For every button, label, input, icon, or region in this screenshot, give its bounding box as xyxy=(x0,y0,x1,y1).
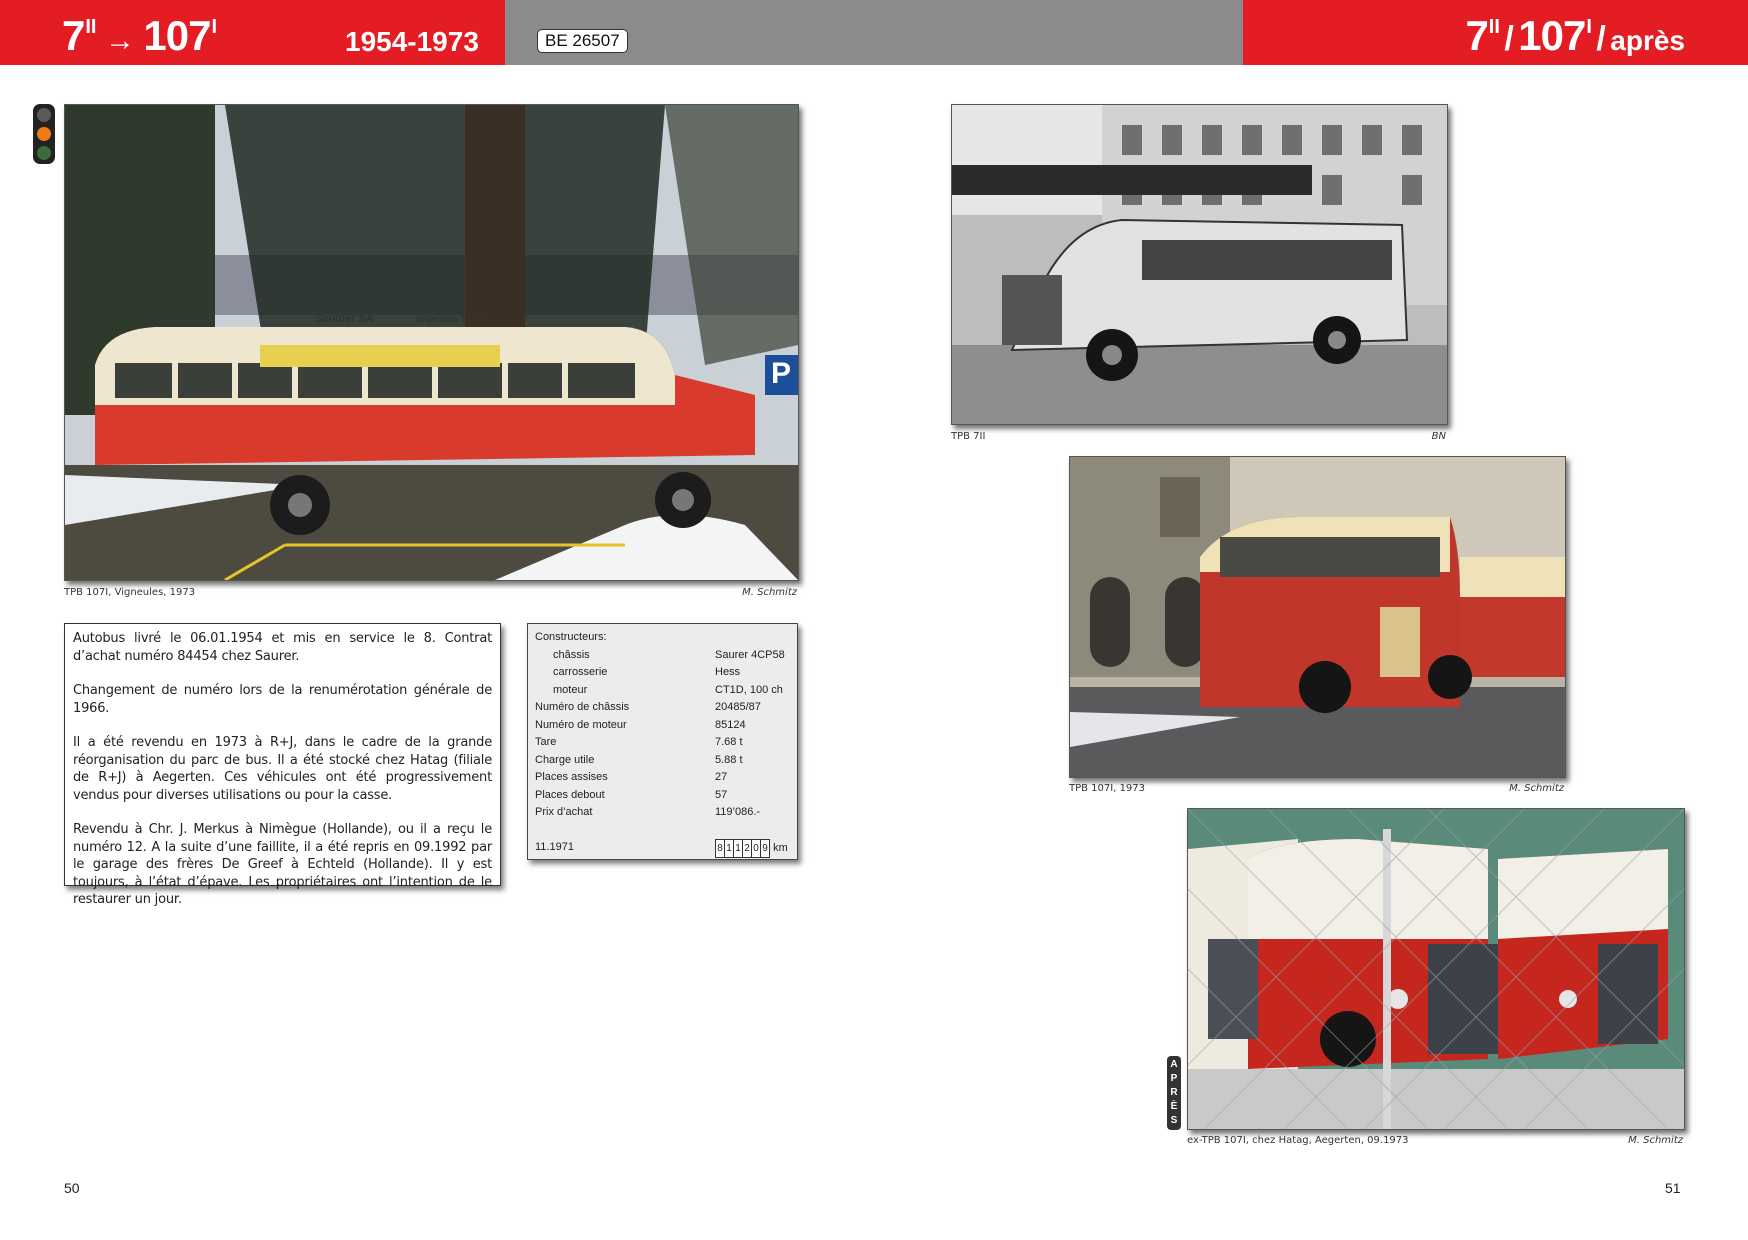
odometer xyxy=(715,839,788,859)
spec-value: 57 xyxy=(715,788,728,801)
spec-row xyxy=(535,717,790,735)
right-header-title: 7II / 107I / après xyxy=(1465,12,1685,59)
odometer-unit: km xyxy=(773,841,788,854)
history-paragraph-2: Changement de numéro lors de la renumérotation générale de 1966. xyxy=(73,683,492,716)
spec-row xyxy=(535,629,790,647)
side-tab-letter: A xyxy=(1170,1059,1178,1070)
spec-value: 20485/87 xyxy=(715,701,761,713)
spec-table xyxy=(527,623,798,860)
spec-date: 11.1971 xyxy=(535,840,574,853)
odometer-digit: 9 xyxy=(761,840,769,858)
color-photo-2-caption: TPB 107I, 1973 xyxy=(1069,783,1146,794)
main-photo-credit: M. Schmitz xyxy=(742,587,797,598)
spec-footer xyxy=(535,839,790,857)
spec-label: Tare xyxy=(535,736,557,748)
arrow-icon: → xyxy=(104,24,135,57)
apres-side-tab xyxy=(1167,1056,1181,1130)
spec-label: moteur xyxy=(553,683,588,696)
bus-roof-sign-left: Schüler SA xyxy=(315,313,374,325)
bw-bus-photo xyxy=(951,104,1448,425)
bw-photo-caption: TPB 7II xyxy=(951,431,986,442)
main-photo-caption: TPB 107I, Vigneules, 1973 xyxy=(64,587,196,598)
history-text-box xyxy=(64,623,501,907)
spec-label: Numéro de moteur xyxy=(535,718,627,731)
spec-label: Prix d’achat xyxy=(535,806,593,818)
spec-rows xyxy=(535,629,790,822)
history-paragraph-1: Autobus livré le 06.01.1954 et mis en service le 8. Contrat d’achat numéro 84454 chez Saurer. xyxy=(73,631,492,664)
spec-value: 119’086.- xyxy=(715,806,761,818)
side-tab-letter: P xyxy=(1170,1073,1178,1084)
parking-sign-letter: P xyxy=(771,357,792,390)
spec-row xyxy=(535,752,790,770)
spec-label: Places assises xyxy=(535,771,608,783)
page-number-left: 50 xyxy=(64,1180,80,1196)
side-tab-letter: R xyxy=(1170,1087,1178,1098)
license-plate: BE 26507 xyxy=(537,29,628,53)
spec-value: 7.68 t xyxy=(715,736,743,748)
spec-row xyxy=(535,734,790,752)
spec-label: Charge utile xyxy=(535,753,595,766)
spec-value: CT1D, 100 ch xyxy=(715,683,783,696)
side-tab-letter: S xyxy=(1170,1115,1178,1126)
spec-row xyxy=(535,769,790,787)
odometer-digits xyxy=(715,839,770,859)
left-header-title: 7II → 107I xyxy=(62,12,218,59)
spec-row xyxy=(535,682,790,700)
spec-value: Hess xyxy=(715,666,741,678)
odometer-digit: 1 xyxy=(725,840,734,858)
history-paragraph-4: Revendu à Chr. J. Merkus à Nimègue (Hollande), ou il a reçu le numéro 12. A la suite d’une faillite, il a été repris en 09.1992 par le garage des frères De Greef à Echteld (Hollande). Il y est toujours, à l’état d’épave. Les propriétaires ont l’intention de le restaurer un jour. xyxy=(73,822,492,907)
bw-photo-credit: BN xyxy=(1431,431,1446,442)
spec-row xyxy=(535,664,790,682)
color-photo-3-credit: M. Schmitz xyxy=(1628,1135,1683,1146)
header-years: 1954-1973 xyxy=(345,26,479,57)
odometer-digit: 8 xyxy=(716,840,725,858)
spec-row xyxy=(535,699,790,717)
spec-label: carrosserie xyxy=(553,666,608,678)
spec-row xyxy=(535,804,790,822)
spec-value: 5.88 t xyxy=(715,753,743,766)
page-number-right: 51 xyxy=(1665,1180,1681,1196)
traffic-light-icon xyxy=(33,104,55,164)
odometer-digit: 2 xyxy=(743,840,752,858)
side-tab-letter: È xyxy=(1170,1101,1178,1112)
color-photo-2-credit: M. Schmitz xyxy=(1509,783,1564,794)
odometer-digit: 0 xyxy=(752,840,761,858)
spec-value: 85124 xyxy=(715,718,746,731)
main-bus-photo xyxy=(64,104,799,581)
color-photo-3-caption: ex-TPB 107I, chez Hatag, Aegerten, 09.1973 xyxy=(1187,1135,1409,1146)
spec-row xyxy=(535,647,790,665)
spec-label: châssis xyxy=(553,648,590,661)
color-bus-photo-3 xyxy=(1187,808,1685,1130)
spec-row xyxy=(535,787,790,805)
spec-label: Constructeurs: xyxy=(535,631,607,643)
spec-value: 27 xyxy=(715,771,728,783)
odometer-digit: 1 xyxy=(734,840,743,858)
history-paragraph-3: Il a été revendu en 1973 à R+J, dans le cadre de la grande réorganisation du parc de bus. Il a été stocké chez Hatag (filiale de R+J) à Aegerten. Ces véhicules ont été progressivement vendus pour diverses utilisations ou pour la casse. xyxy=(73,735,492,803)
bus-roof-sign-right: imprime tout xyxy=(415,313,482,325)
spec-label: Places debout xyxy=(535,788,605,801)
spec-label: Numéro de châssis xyxy=(535,701,630,713)
color-bus-photo-2 xyxy=(1069,456,1566,778)
spec-value: Saurer 4CP58 xyxy=(715,648,785,661)
